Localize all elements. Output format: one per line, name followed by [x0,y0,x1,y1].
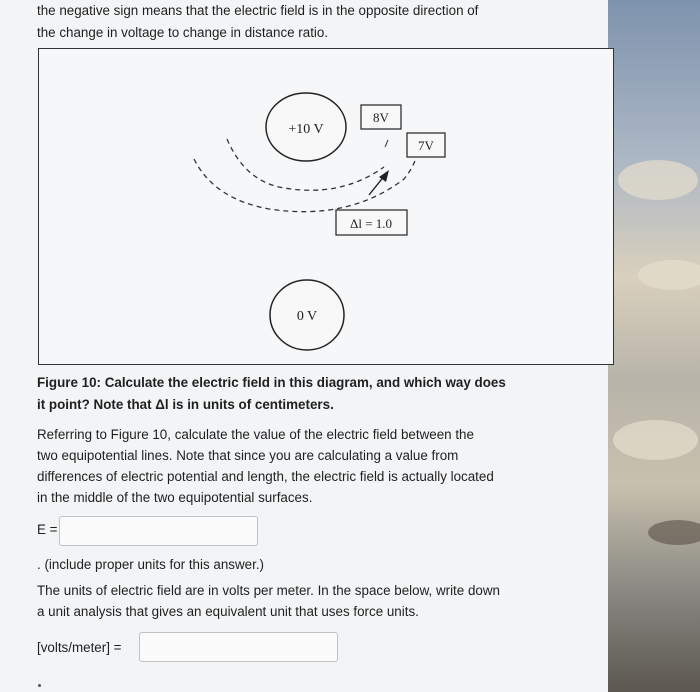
figure-caption-1: Figure 10: Calculate the electric field in this diagram, and which way does [37,375,506,390]
paragraph-line-3: differences of electric potential and length, the electric field is actually located [37,469,494,484]
volts-per-meter-label: [volts/meter] = [37,640,122,655]
paragraph-line-2: two equipotential lines. Note that since you are calculating a value from [37,448,459,463]
e-field-label: E = [37,522,58,537]
equipotential-line-7v [194,154,417,212]
circle-top-label: +10 V [288,122,324,137]
intro-text-2: the change in voltage to change in distance ratio. [37,25,329,40]
figure-caption-2: it point? Note that Δl is in units of centimeters. [37,397,334,412]
background-photo [608,0,700,692]
tick-mark [385,140,388,147]
figure-diagram [39,49,613,364]
paragraph-line-4: in the middle of the two equipotential surfaces. [37,490,313,505]
circle-bottom-label: 0 V [296,309,318,324]
units-text-2: a unit analysis that gives an equivalent unit that uses force units. [37,604,419,619]
paragraph-line-1: Referring to Figure 10, calculate the value of the electric field between the [37,427,474,442]
intro-text-1: the negative sign means that the electric field is in the opposite direction of [37,3,479,18]
e-field-input[interactable] [59,516,258,546]
list-dot [38,684,41,687]
box-delta-label: Δl = 1.0 [349,216,393,231]
units-note: . (include proper units for this answer.) [37,557,264,572]
volts-per-meter-input[interactable] [139,632,338,662]
figure-10 [38,48,614,365]
units-text-1: The units of electric field are in volts per meter. In the space below, write down [37,583,500,598]
box-7v-label: 7V [418,138,434,153]
box-8v-label: 8V [373,110,389,125]
